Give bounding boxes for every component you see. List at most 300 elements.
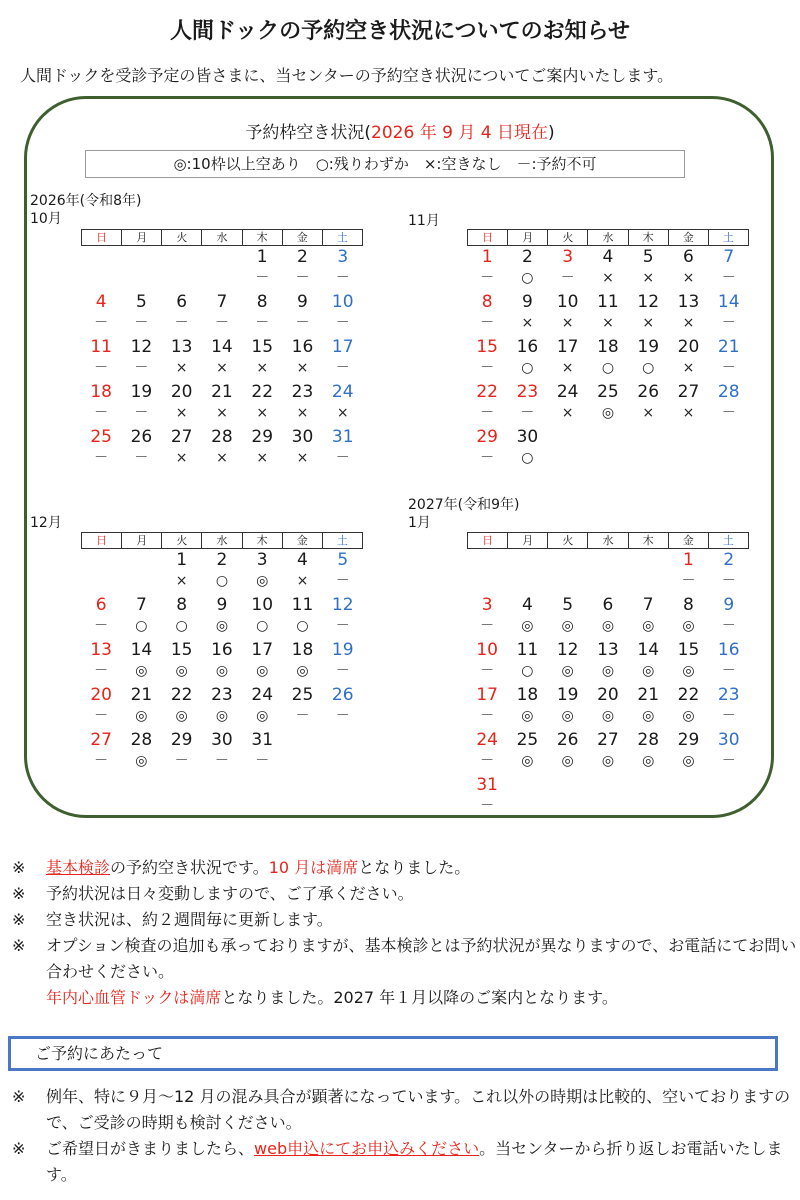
calendar-day — [467, 639, 507, 684]
availability-status: － — [721, 708, 736, 724]
calendar-day — [323, 426, 363, 471]
calendar-day — [323, 336, 363, 381]
availability-status: － — [335, 708, 350, 724]
calendar-day — [202, 549, 242, 594]
day-number: 24 — [556, 382, 579, 402]
calendar-day — [242, 291, 282, 336]
availability-status: － — [94, 663, 109, 679]
day-number: 19 — [331, 640, 354, 660]
day-number: 15 — [170, 640, 193, 660]
calendar-day — [467, 336, 507, 381]
availability-status: × — [602, 315, 614, 331]
availability-status: ◎ — [601, 708, 615, 724]
calendar-day — [507, 336, 547, 381]
calendar-day — [588, 381, 628, 426]
day-number: 20 — [597, 685, 619, 705]
day-number: 16 — [717, 640, 740, 660]
availability-status: － — [94, 753, 109, 769]
day-number: 3 — [337, 247, 349, 267]
calendar-day — [282, 246, 322, 291]
availability-status: ◎ — [601, 753, 615, 769]
availability-status: － — [721, 315, 736, 331]
day-number: 10 — [476, 640, 498, 660]
day-number: 31 — [331, 427, 354, 447]
availability-status: － — [721, 270, 736, 286]
note-item — [12, 1084, 797, 1136]
day-number: 12 — [556, 640, 579, 660]
day-number: 18 — [90, 382, 112, 402]
weekday-label: 水 — [201, 230, 241, 245]
calendar-day — [628, 594, 668, 639]
availability-status: － — [174, 315, 189, 331]
availability-status: － — [480, 450, 495, 466]
day-number: 26 — [637, 382, 660, 402]
calendar-day — [242, 549, 282, 594]
note-text: となりました。 — [358, 858, 471, 877]
day-number: 15 — [251, 337, 274, 357]
day-number: 30 — [211, 730, 233, 750]
day-number: 31 — [476, 775, 498, 795]
availability-status: × — [175, 405, 188, 421]
calendar-day — [162, 291, 202, 336]
weekday-label: 火 — [547, 533, 587, 548]
availability-status: － — [335, 663, 350, 679]
calendar-day — [709, 549, 749, 594]
availability-status: × — [256, 450, 269, 466]
availability-status: × — [175, 360, 188, 376]
availability-status: ◎ — [521, 618, 534, 634]
day-number: 1 — [683, 550, 694, 570]
day-number: 7 — [642, 595, 654, 615]
availability-status: ◎ — [256, 708, 269, 724]
availability-status: × — [256, 360, 269, 376]
calendar-day — [121, 336, 161, 381]
note-text: となりました。2027 年１月以降のご案内となります。 — [221, 988, 618, 1007]
calendar-day — [467, 774, 507, 819]
calendar-day — [588, 291, 628, 336]
calendar-day — [323, 639, 363, 684]
availability-status: ◎ — [682, 753, 695, 769]
weekday-label: 水 — [587, 230, 627, 245]
calendar-day — [323, 381, 363, 426]
availability-status: × — [296, 573, 309, 589]
year-label-2026: 2026年(令和8年) — [30, 193, 142, 209]
day-number: 1 — [176, 550, 188, 570]
note-mark: ※ — [12, 858, 26, 877]
calendar-day — [467, 381, 507, 426]
availability-status: ○ — [175, 618, 188, 634]
day-number: 17 — [476, 685, 498, 705]
availability-status: － — [335, 270, 350, 286]
availability-status: － — [94, 360, 109, 376]
calendar-day — [709, 336, 749, 381]
availability-status: － — [480, 315, 495, 331]
day-number: 25 — [90, 427, 112, 447]
calendar-day — [668, 594, 708, 639]
weekday-label: 木 — [242, 230, 282, 245]
year-label-2027: 2027年(令和9年) — [408, 497, 520, 513]
availability-status: ◎ — [215, 618, 229, 634]
note-mark: ※ — [12, 1087, 26, 1106]
calendar-day — [162, 549, 202, 594]
calendar-day — [81, 381, 121, 426]
weekday-header — [467, 532, 749, 549]
note-text: の予約空き状況です。 — [110, 858, 269, 877]
day-number: 6 — [602, 595, 614, 615]
calendar-day — [709, 381, 749, 426]
note-item — [12, 881, 797, 907]
availability-status: × — [216, 405, 228, 421]
availability-status: ◎ — [561, 663, 574, 679]
calendar-day — [467, 291, 507, 336]
day-number: 18 — [516, 685, 539, 705]
day-number: 17 — [331, 337, 354, 357]
calendar-day — [588, 246, 628, 291]
availability-status: × — [602, 270, 614, 286]
note-text: 予約状況は日々変動しますので、ご了承ください。 — [46, 884, 414, 903]
availability-status: － — [255, 315, 270, 331]
weekday-label: 土 — [708, 230, 748, 245]
day-number: 4 — [95, 292, 107, 312]
availability-status: － — [134, 405, 149, 421]
day-number: 4 — [297, 550, 308, 570]
calendar-day — [709, 246, 749, 291]
calendar-day — [162, 381, 202, 426]
availability-status: － — [480, 405, 495, 421]
day-number: 3 — [481, 595, 493, 615]
calendar-day — [709, 729, 749, 774]
day-number: 21 — [637, 685, 660, 705]
day-number: 3 — [256, 550, 268, 570]
weekday-label: 土 — [322, 533, 362, 548]
calendar-day — [507, 381, 547, 426]
availability-status: － — [335, 360, 350, 376]
calendar-day — [121, 381, 161, 426]
weekday-label: 月 — [121, 533, 161, 548]
availability-status: ◎ — [642, 753, 655, 769]
calendar-day — [668, 729, 708, 774]
availability-status: ◎ — [642, 618, 655, 634]
calendar-day — [668, 684, 708, 729]
day-number: 19 — [637, 337, 660, 357]
note-text: 例年、特に９月～12 月の混み具合が顕著になっています。これ以外の時期は比較的、空いておりますので、ご受診の時期も検討ください。 — [46, 1087, 791, 1132]
note-mark: ※ — [12, 910, 26, 929]
availability-status: × — [682, 315, 695, 331]
day-number: 22 — [251, 382, 274, 402]
calendar-day — [202, 594, 242, 639]
calendar-day — [282, 381, 322, 426]
availability-status: ○ — [521, 270, 534, 286]
weekday-label: 日 — [482, 534, 494, 547]
availability-status: × — [296, 405, 309, 421]
day-number: 16 — [291, 337, 314, 357]
day-number: 19 — [556, 685, 579, 705]
calendar-day — [548, 291, 588, 336]
availability-status: － — [480, 360, 495, 376]
calendar-day — [202, 729, 242, 774]
status-title — [0, 118, 800, 143]
availability-status: － — [255, 270, 270, 286]
day-number: 10 — [556, 292, 579, 312]
availability-status: － — [480, 270, 495, 286]
day-number: 11 — [597, 292, 619, 312]
calendar-day — [323, 594, 363, 639]
availability-status: － — [295, 708, 310, 724]
availability-status: ○ — [256, 618, 269, 634]
availability-status: ◎ — [135, 663, 148, 679]
day-number: 14 — [211, 337, 233, 357]
day-number: 6 — [95, 595, 107, 615]
availability-status: － — [214, 315, 229, 331]
day-number: 11 — [90, 337, 112, 357]
day-number: 4 — [602, 247, 614, 267]
calendar-day — [628, 639, 668, 684]
weekday-label: 木 — [242, 533, 282, 548]
availability-status: ◎ — [561, 708, 574, 724]
calendar-day — [588, 729, 628, 774]
availability-status: ○ — [215, 573, 229, 589]
calendar-october — [81, 229, 363, 471]
calendar-day — [282, 291, 322, 336]
availability-status: × — [256, 405, 269, 421]
calendar-day — [242, 729, 282, 774]
october-full-text: 10 月は満席 — [268, 858, 359, 877]
day-number: 25 — [291, 685, 314, 705]
availability-status: ◎ — [521, 753, 534, 769]
day-number: 11 — [516, 640, 539, 660]
availability-status: × — [175, 450, 188, 466]
availability-status: － — [721, 360, 736, 376]
calendar-day — [323, 291, 363, 336]
day-number: 22 — [170, 685, 193, 705]
availability-status: × — [682, 360, 695, 376]
availability-status: － — [295, 315, 310, 331]
availability-status: × — [561, 360, 574, 376]
day-number: 21 — [130, 685, 153, 705]
calendar-day — [709, 594, 749, 639]
day-number: 29 — [170, 730, 193, 750]
month-label-oct: 10月 — [30, 211, 62, 227]
availability-status: － — [255, 753, 270, 769]
calendar-day — [668, 336, 708, 381]
calendar-day — [81, 639, 121, 684]
weekday-label: 日 — [96, 534, 108, 547]
availability-status: ◎ — [642, 663, 655, 679]
day-number: 22 — [476, 382, 498, 402]
availability-status: × — [216, 360, 228, 376]
day-number: 1 — [481, 247, 493, 267]
availability-status: × — [642, 315, 655, 331]
calendar-day — [242, 246, 282, 291]
calendar-day — [467, 426, 507, 471]
calendar-day — [162, 336, 202, 381]
calendar-day — [121, 684, 161, 729]
calendar-day — [162, 594, 202, 639]
day-number: 27 — [90, 730, 112, 750]
calendar-day — [162, 729, 202, 774]
day-number: 16 — [211, 640, 233, 660]
calendar-day — [588, 684, 628, 729]
availability-status: － — [480, 663, 495, 679]
note-item — [12, 855, 797, 881]
availability-status: ○ — [601, 360, 615, 376]
day-number: 16 — [516, 337, 539, 357]
weekday-label: 月 — [507, 533, 547, 548]
weekday-label: 火 — [161, 533, 201, 548]
availability-status: ◎ — [135, 708, 148, 724]
availability-status: ◎ — [682, 663, 695, 679]
calendar-day — [548, 729, 588, 774]
day-number: 26 — [331, 685, 354, 705]
availability-status: × — [296, 360, 309, 376]
day-number: 26 — [130, 427, 153, 447]
calendar-day — [709, 639, 749, 684]
availability-status: ○ — [135, 618, 148, 634]
day-number: 26 — [556, 730, 579, 750]
calendar-day — [548, 381, 588, 426]
weekday-label: 水 — [201, 533, 241, 548]
availability-status: － — [480, 618, 495, 634]
calendar-day — [242, 684, 282, 729]
day-number: 29 — [476, 427, 498, 447]
availability-status: － — [721, 663, 736, 679]
calendar-day — [628, 684, 668, 729]
day-number: 17 — [556, 337, 579, 357]
basic-checkup-link[interactable]: 基本検診 — [46, 858, 111, 877]
day-number: 1 — [256, 247, 268, 267]
calendar-day — [548, 594, 588, 639]
calendar-day — [81, 729, 121, 774]
reservation-header: ご予約にあたって — [8, 1036, 778, 1071]
availability-status: － — [94, 405, 109, 421]
weekday-label: 木 — [628, 230, 668, 245]
day-number: 19 — [130, 382, 153, 402]
availability-status: ◎ — [601, 405, 615, 421]
availability-status: － — [520, 405, 535, 421]
calendar-day — [507, 426, 547, 471]
legend: ◎:10枠以上空あり ○:残りわずか ×:空きなし －:予約不可 — [85, 150, 685, 178]
note-item — [12, 907, 797, 933]
availability-status: － — [214, 753, 229, 769]
availability-status: ◎ — [215, 708, 229, 724]
availability-status: ◎ — [601, 618, 615, 634]
day-number: 14 — [717, 292, 740, 312]
day-number: 29 — [677, 730, 700, 750]
day-number: 20 — [90, 685, 112, 705]
day-number: 10 — [331, 292, 354, 312]
status-prefix: 予約枠空き状況( — [245, 123, 372, 143]
availability-status: － — [295, 270, 310, 286]
availability-status: － — [94, 708, 109, 724]
reservation-notes — [12, 1084, 797, 1188]
calendar-day — [121, 594, 161, 639]
calendar-day — [548, 684, 588, 729]
availability-status: × — [682, 405, 695, 421]
day-number: 9 — [297, 292, 308, 312]
calendar-day — [668, 246, 708, 291]
month-label-nov: 11月 — [408, 213, 440, 229]
day-number: 24 — [251, 685, 274, 705]
weekday-label: 火 — [161, 230, 201, 245]
availability-status: － — [560, 270, 575, 286]
availability-status: － — [681, 573, 696, 589]
note-text: 空き状況は、約２週間毎に更新します。 — [46, 910, 333, 929]
weekday-label: 金 — [282, 533, 322, 548]
day-number: 7 — [135, 595, 147, 615]
availability-status: ◎ — [642, 708, 655, 724]
calendar-day — [548, 639, 588, 684]
calendar-day — [162, 426, 202, 471]
day-number: 21 — [717, 337, 740, 357]
calendar-day — [202, 336, 242, 381]
availability-status: ◎ — [256, 573, 269, 589]
weekday-label: 火 — [547, 230, 587, 245]
day-number: 25 — [597, 382, 619, 402]
calendar-day — [242, 381, 282, 426]
calendar-day — [81, 291, 121, 336]
calendar-day — [467, 594, 507, 639]
weekday-label: 木 — [628, 533, 668, 548]
day-number: 11 — [291, 595, 314, 615]
calendar-day — [323, 549, 363, 594]
calendar-day — [282, 336, 322, 381]
calendar-day — [548, 336, 588, 381]
day-number: 10 — [251, 595, 274, 615]
weekday-header — [467, 229, 749, 246]
calendar-day — [81, 336, 121, 381]
note-item — [12, 1136, 797, 1188]
day-number: 12 — [130, 337, 153, 357]
day-number: 8 — [176, 595, 188, 615]
cardio-full-text: 年内心血管ドックは満席 — [46, 988, 222, 1007]
web-application-link[interactable]: web申込にてお申込みください — [254, 1139, 480, 1158]
availability-status: ◎ — [561, 753, 574, 769]
day-number: 12 — [637, 292, 660, 312]
availability-status: － — [721, 753, 736, 769]
calendar-day — [628, 291, 668, 336]
weekday-label: 月 — [507, 230, 547, 245]
day-number: 13 — [170, 337, 193, 357]
availability-status: ◎ — [296, 663, 309, 679]
note-text: オプション検査の追加も承っておりますが、基本検診とは予約状況が異なりますので、お電話にてお問い合わせください。 — [46, 936, 797, 981]
calendar-day — [467, 729, 507, 774]
day-number: 27 — [170, 427, 193, 447]
day-number: 31 — [251, 730, 274, 750]
day-number: 9 — [521, 292, 533, 312]
day-number: 30 — [291, 427, 314, 447]
calendar-november — [467, 229, 749, 471]
weekday-header — [81, 532, 363, 549]
availability-status: × — [296, 450, 309, 466]
weekday-label: 日 — [96, 231, 108, 244]
day-number: 9 — [723, 595, 735, 615]
calendar-day — [202, 684, 242, 729]
day-number: 30 — [516, 427, 539, 447]
day-number: 23 — [211, 685, 233, 705]
day-number: 14 — [637, 640, 660, 660]
availability-status: － — [335, 450, 350, 466]
day-number: 7 — [216, 292, 228, 312]
availability-status: ○ — [642, 360, 655, 376]
calendar-day — [507, 639, 547, 684]
note-text: 。当センターから折り返しお電話いたします。 — [46, 1139, 783, 1184]
calendar-day — [548, 246, 588, 291]
calendar-day — [121, 291, 161, 336]
availability-status: ○ — [521, 663, 534, 679]
availability-status: － — [480, 753, 495, 769]
calendar-day — [467, 684, 507, 729]
availability-status: × — [561, 315, 574, 331]
